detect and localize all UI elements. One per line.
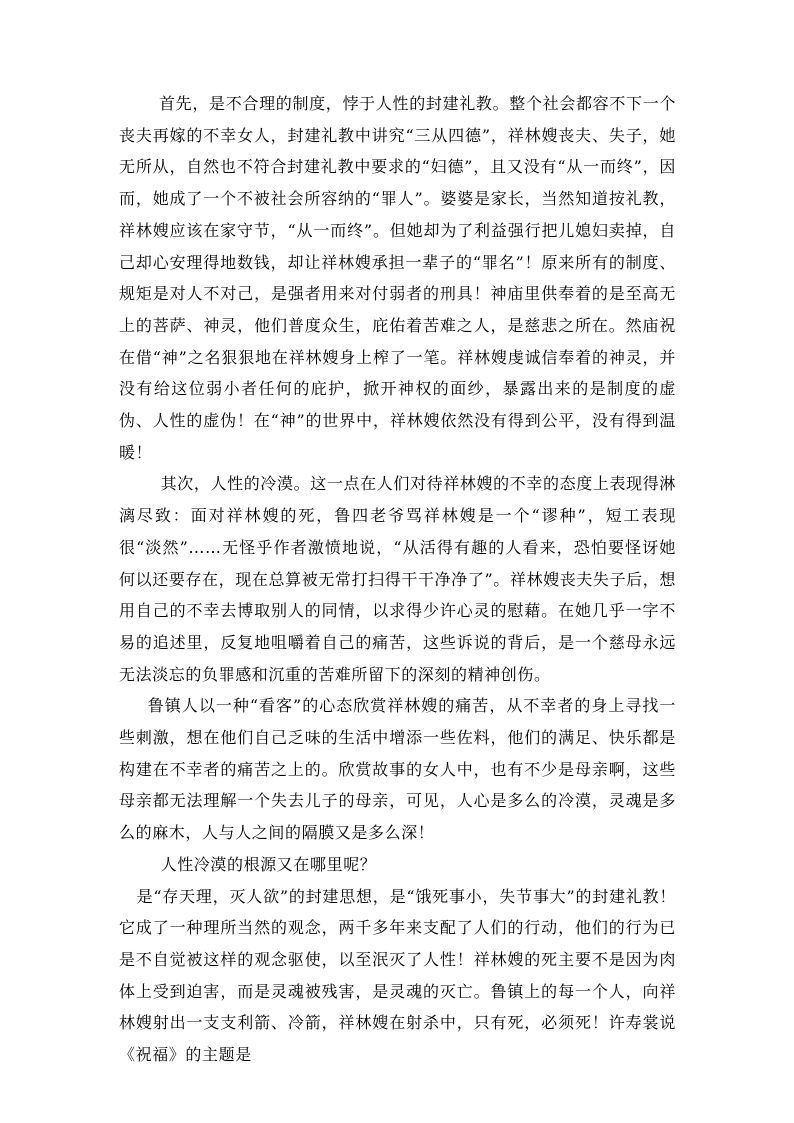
paragraph-onlookers: 鲁镇人以一种“看客”的心态欣赏祥林嫂的痛苦，从不幸者的身上寻找一些刺激，想在他们自己乏味的生活中增添一些佐料，他们的满足、快乐都是构建在不幸者的痛苦之上的。欣赏故事的女人中，也有不少是母亲啊，这些母亲都无法理解一个失去儿子的母亲，可见，人心是多么的冷漠，灵魂是多么的麻木，人与人之间的隔膜又是多么深！	[119, 696, 676, 843]
paragraph-root-cause: 是“存天理，灭人欲”的封建思想，是“饿死事小，失节事大”的封建礼教！它成了一种理所当然的观念，两千多年来支配了人们的行动，他们的行为已是不自觉被这样的观念驱使，以至泯灭了人性！祥林嫂的死主要不是因为肉体上受到迫害，而是灵魂被残害，是灵魂的灭亡。鲁镇上的每一个人，向祥林嫂射出一支支利箭、冷箭，祥林嫂在射杀中，只有死，必须死！许寿裳说《祝福》的主题是	[119, 886, 676, 1065]
paragraph-feudal-ethics: 首先，是不合理的制度，悖于人性的封建礼教。整个社会都容不下一个丧夫再嫁的不幸女人，封建礼教中讲究“三从四德”，祥林嫂丧夫、失子，她无所从，自然也不符合封建礼教中要求的“妇德”，且又没有“从一而终”，因而，她成了一个不被社会所容纳的“罪人”。婆婆是家长，当然知道按礼教，祥林嫂应该在家守节，“从一而终”。但她却为了利益强行把儿媳妇卖掉，自己却心安理得地数钱，却让祥林嫂承担一辈子的“罪名”！原来所有的制度、规矩是对人不对己，是强者用来对付弱者的刑具！神庙里供奉着的是至高无上的菩萨、神灵，他们普度众生，庇佑着苦难之人，是慈悲之所在。然庙祝在借“神”之名狠狠地在祥林嫂身上榨了一笔。祥林嫂虔诚信奉着的神灵，并没有给这位弱小者任何的庇护，掀开神权的面纱，暴露出来的是制度的虚伪、人性的虚伪！在“神”的世界中，祥林嫂依然没有得到公平，没有得到温暖！	[119, 94, 676, 462]
document-page	[119, 88, 676, 1071]
paragraph-human-indifference: 其次，人性的冷漠。这一点在人们对待祥林嫂的不幸的态度上表现得淋漓尽致：面对祥林嫂的死，鲁四老爷骂祥林嫂是一个“谬种”，短工表现很“淡然”……无怪乎作者激愤地说，“从活得有趣的人看来，恐怕要怪讶她何以还要存在，现在总算被无常打扫得干干净净了”。祥林嫂丧夫失子后，想用自己的不幸去博取别人的同情，以求得少许心灵的慰藉。在她几乎一字不易的追述里，反复地咀嚼着自己的痛苦，这些诉说的背后，是一个慈母永远无法淡忘的负罪感和沉重的苦难所留下的深刻的精神创伤。	[119, 474, 676, 684]
paragraph-question: 人性冷漠的根源又在哪里呢？	[160, 854, 377, 874]
